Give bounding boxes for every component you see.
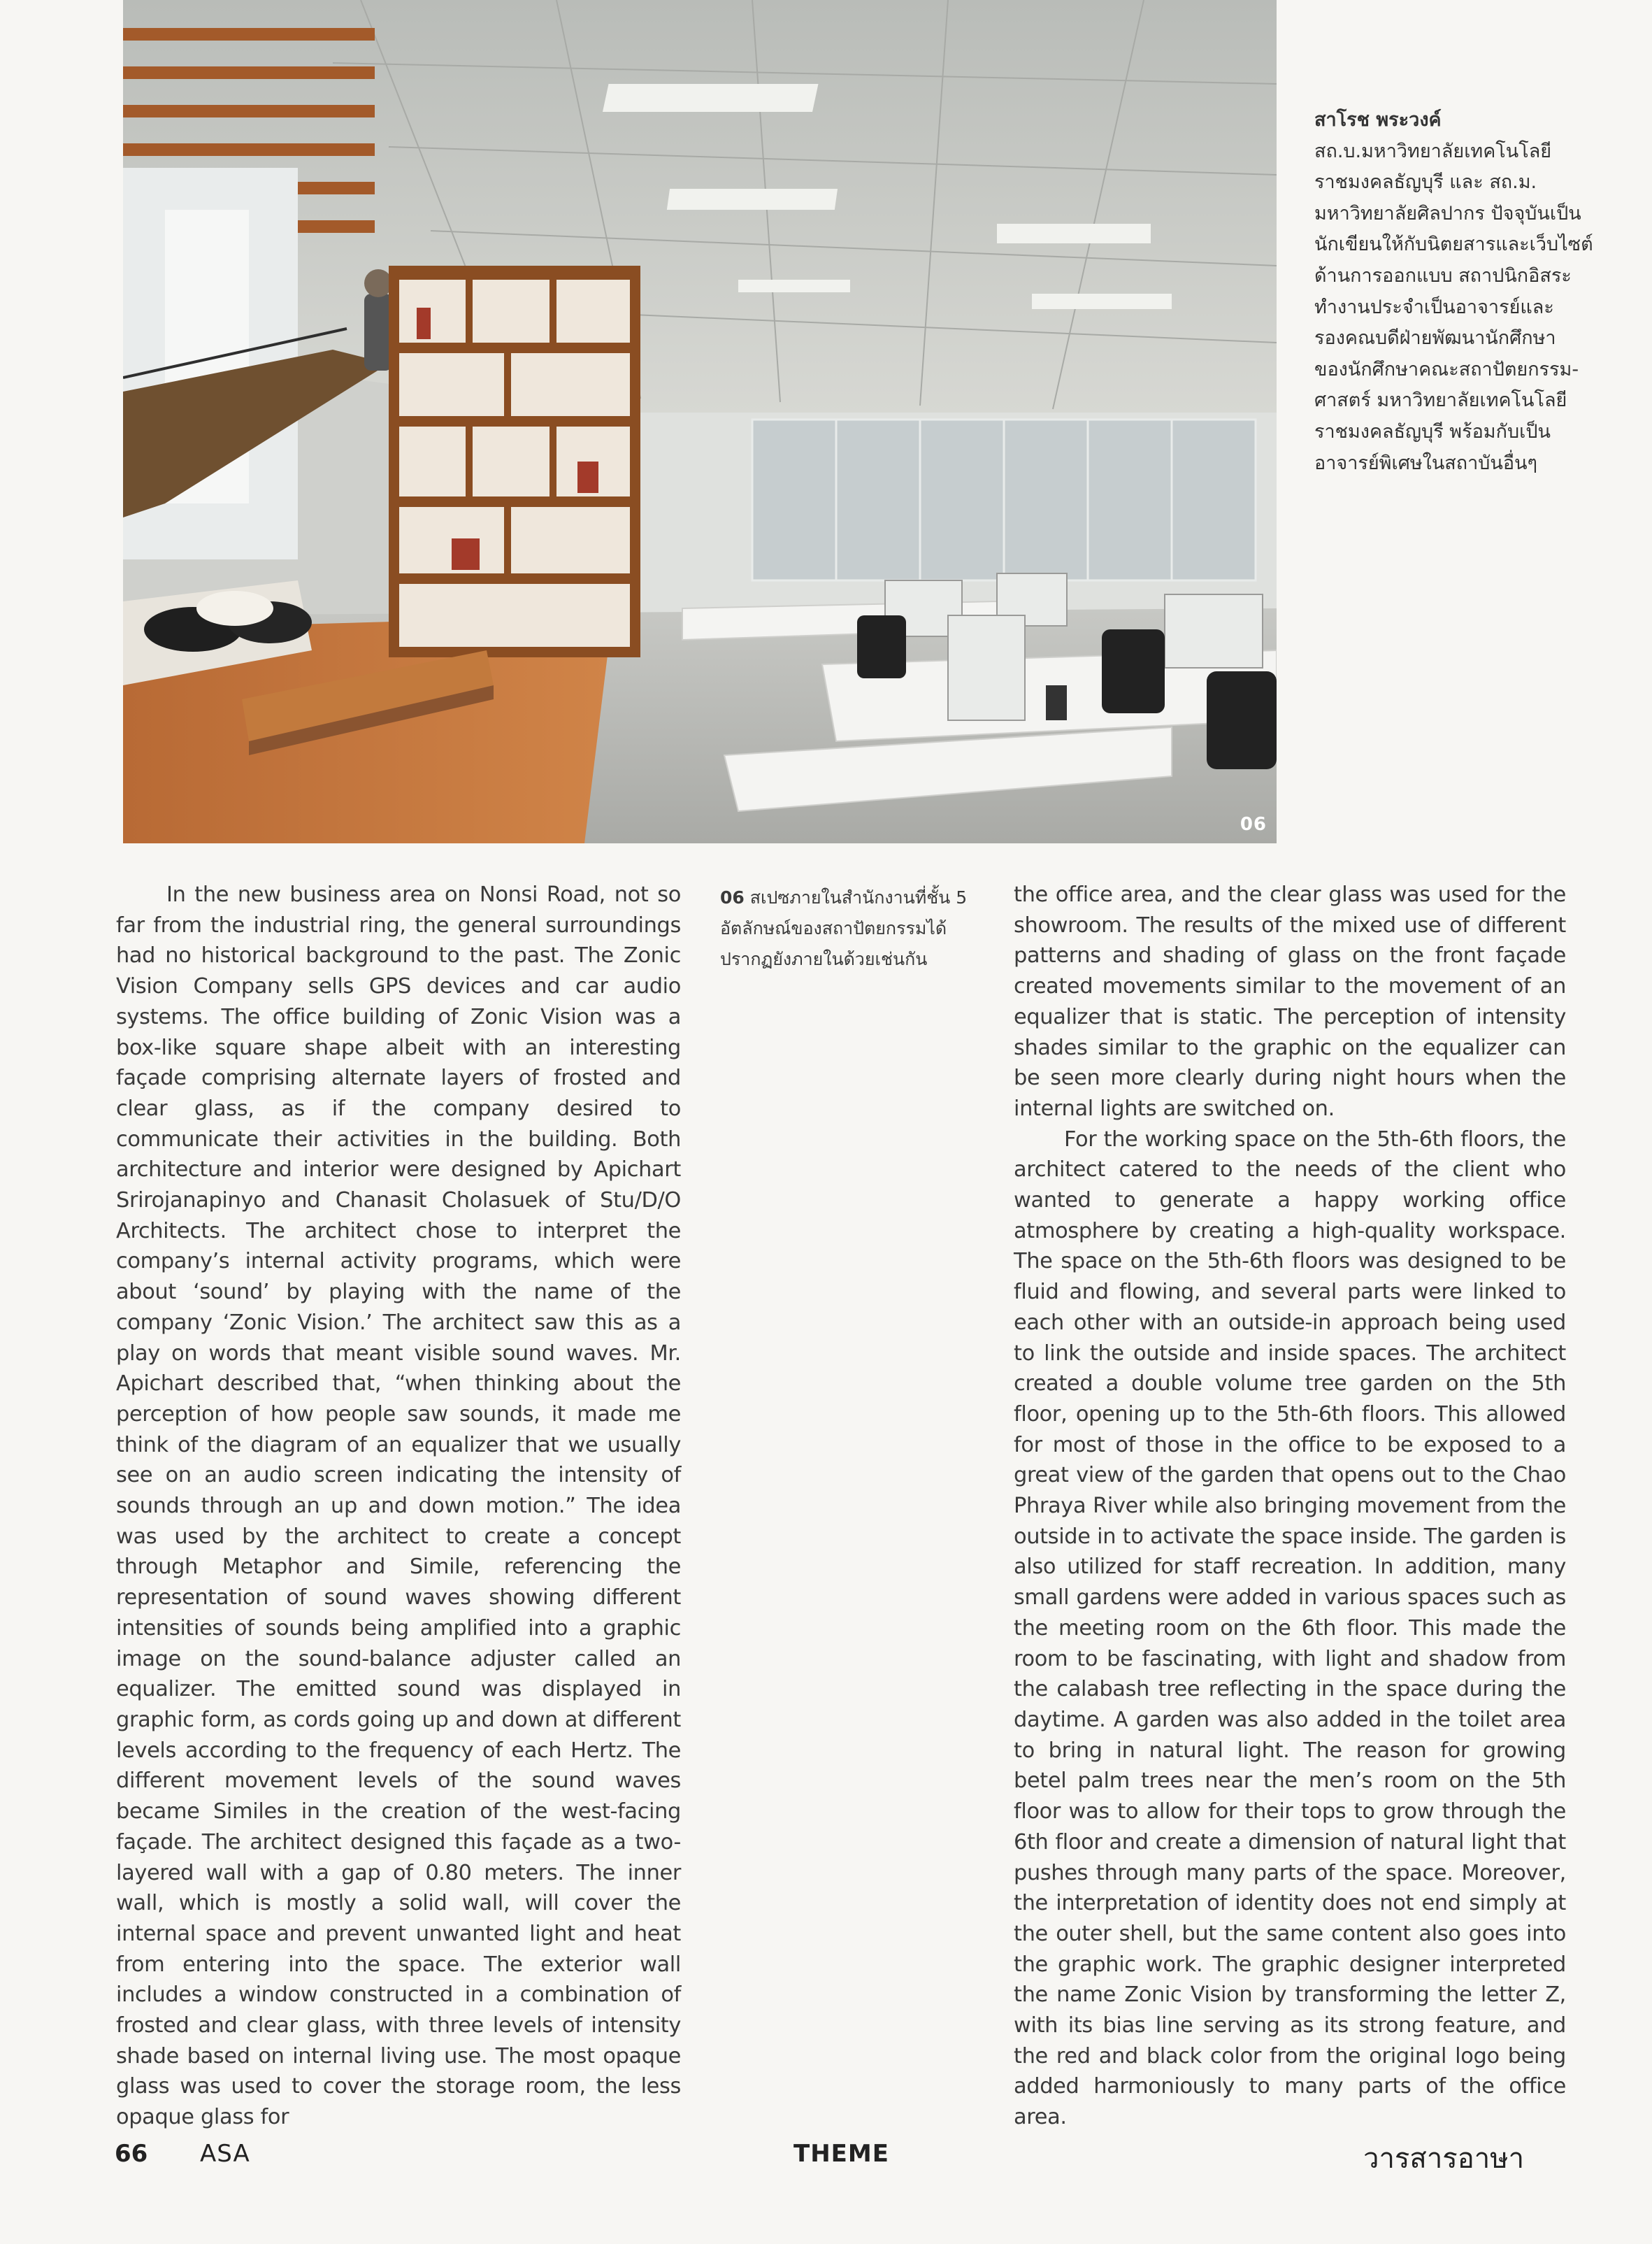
- bio-line: อาจารย์พิเศษในสถาบันอื่นๆ: [1314, 452, 1538, 474]
- bio-line: สถ.บ.มหาวิทยาลัยเทคโนโลยี: [1314, 140, 1552, 162]
- article-paragraph: In the new business area on Nonsi Road, not so far from the industrial ring, the general surroundings had no historical background to the past. The Zonic Vision Company sells GPS devices and car audio systems. The office building of Zonic Vision was a box-like square shape albeit with an interesting façade comprising alternate layers of frosted and clear glass, as if the company desired to communicate their activities in the building. Both architecture and interior were designed by Apichart Srirojanapinyo and Chanasit Cholasuek of Stu/D/O Architects. The architect chose to interpret the company’s internal activity programs, which were about ‘sound’ by playing with the name of the company ‘Zonic Vision.’ The architect saw this as a play on words that meant visible sound waves. Mr. Apichart described that, “when thinking about the perception of how people saw sounds, it made me think of the diagram of an equalizer that we usually see on an audio screen indicating the intensity of sounds through an up and down motion.” The idea was used by the architect to create a concept through Metaphor and Simile, referencing the representation of sound waves showing different intensities of sounds being amplified into a graphic image on the sound-balance adjuster called an equalizer. The emitted sound was displayed in graphic form, as cords going up and down at different levels according to the frequency of each Hertz. The different movement levels of the sound waves became Similes in the creation of the west-facing façade. The architect designed this façade as a two-layered wall with a gap of 0.80 meters. The inner wall, which is mostly a solid wall, will cover the internal space and prevent unwanted light and heat from entering into the space. The exterior wall includes a window constructed in a combination of frosted and clear glass, with three levels of intensity shade based on internal living use. The most opaque glass was used to cover the storage room, the less opaque glass for: [116, 882, 681, 2130]
- article-paragraph: For the working space on the 5th-6th floors, the architect catered to the needs of the client who wanted to generate a happy working office atmosphere by creating a high-quality workspace. The space on the 5th-6th floors was designed to be fluid and flowing, and several parts were linked to each other with an outside-in approach being used to link the outside and inside spaces. The architect created a double volume tree garden on the 5th floor, opening up to the 5th-6th floors. This allowed for most of those in the office to be exposed to a great view of the garden that opens out to the Chao Phraya River while also bringing movement from the outside in to activate the space inside. The garden is also utilized for staff recreation. In addition, many small gardens were added in various spaces such as the meeting room on the 6th floor. This made the room to be fascinating, with light and shadow from the calabash tree reflecting in the space during the daytime. A garden was also added in the toilet area to bring in natural light. The reason for growing betel palm trees near the men’s room on the 5th floor was to allow for their tops to grow through the 6th floor and create a dimension of natural light that pushes through many parts of the space. Moreover, the interpretation of identity does not end simply at the outer shell, but the same content also goes into the graphic work. The graphic designer interpreted the name Zonic Vision by transforming the letter Z, with its bias line serving as its strong feature, and the red and black color from the original logo being added harmoniously to many parts of the office area.: [1014, 1127, 1566, 2130]
- bio-line: ด้านการออกแบบ สถาปนิกอิสระ: [1314, 264, 1572, 287]
- bio-line: ทำงานประจำเป็นอาจารย์และ: [1314, 296, 1554, 318]
- bio-line: ราชมงคลธัญบุรี และ สถ.ม.: [1314, 171, 1537, 194]
- author-bio: [1314, 105, 1608, 479]
- bio-line: นักเขียนให้กับนิตยสารและเว็บไซต์: [1314, 234, 1593, 256]
- bio-line: ราชมงคลธัญบุรี พร้อมกับเป็น: [1314, 420, 1551, 443]
- bio-line: รองคณบดีฝ่ายพัฒนานักศึกษา: [1314, 327, 1556, 350]
- author-name: สาโรช พระวงค์: [1314, 109, 1442, 131]
- article-paragraph: the office area, and the clear glass was used for the showroom. The results of the mixed use of different patterns and shading of glass on the front façade created movements similar to the movement of an equalizer that is static. The perception of intensity shades similar to the graphic on the equalizer can be seen more clearly during night hours when the internal lights are switched on.: [1014, 882, 1566, 1121]
- caption-line: อัตลักษณ์ของสถาปัตยกรรมได้: [720, 918, 947, 938]
- page-number: 66: [115, 2140, 148, 2168]
- photo-caption: [720, 882, 993, 975]
- bio-line: ของนักศึกษาคณะสถาปัตยกรรม-: [1314, 358, 1579, 380]
- caption-number: 06: [720, 887, 745, 908]
- article-column-right: [1014, 880, 1566, 2133]
- magazine-name: ASA: [200, 2140, 250, 2168]
- section-title: THEME: [793, 2140, 889, 2168]
- caption-line: ปรากฏยังภายในด้วยเช่นกัน: [720, 949, 928, 969]
- bio-line: มหาวิทยาลัยศิลปากร ปัจจุบันเป็น: [1314, 202, 1581, 224]
- article-column-left: [116, 880, 681, 2133]
- caption-line: สเปซภายในสำนักงานที่ชั้น 5: [749, 887, 968, 908]
- bio-line: ศาสตร์ มหาวิทยาลัยเทคโนโลยี: [1314, 390, 1567, 412]
- photo-number: 06: [1240, 814, 1267, 835]
- office-interior-illustration: [123, 0, 1277, 843]
- magazine-name-thai: วารสารอาษา: [1363, 2143, 1525, 2175]
- office-interior-photo: [123, 0, 1277, 843]
